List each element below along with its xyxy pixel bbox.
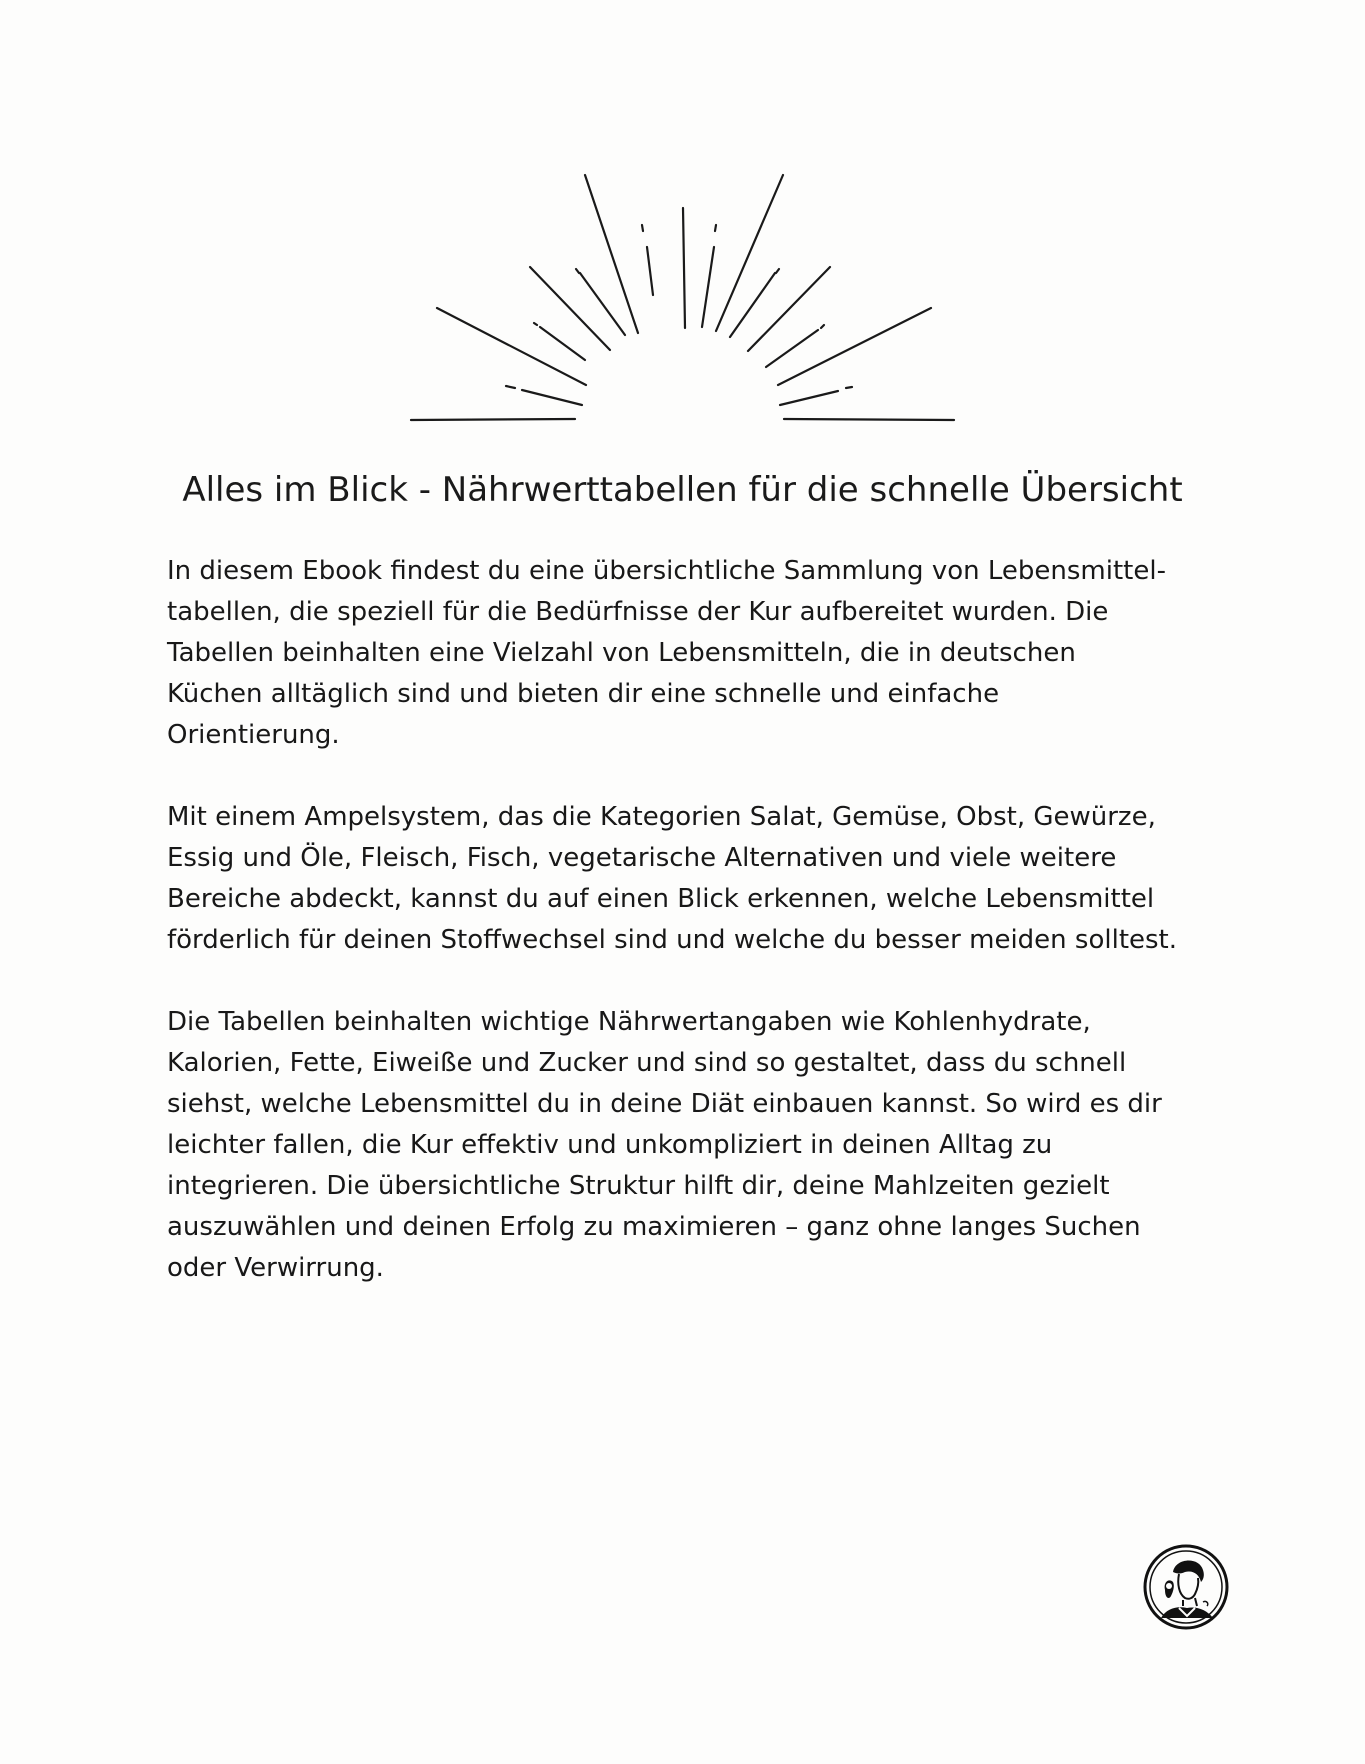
paragraph-naehrwerte: Die Tabellen beinhalten wichtige Nährwertangaben wie Kohlenhydrate, Kalorien, Fette, Eiweiße und Zucker und sind so gestaltet, dass du schnell siehst, welche Lebensmittel du in deine Diät einbauen kannst. So wird es dir leichter fallen, die Kur effektiv und unkompliziert in deinen Alltag zu integrieren. Die übersichtliche Struktur hilft dir, deine Mahlzeiten gezielt auszuwählen und deinen Erfolg zu maximieren – ganz ohne langes Suchen oder Verwirrung.	[167, 1007, 1162, 1283]
sunburst-icon	[400, 165, 970, 430]
paragraph-ampelsystem: Mit einem Ampelsystem, das die Kategorien Salat, Gemüse, Obst, Gewürze, Essig und Öle, Fleisch, Fisch, vegetarische Alternativen und viele weitere Bereiche abdeckt, kannst du auf einen Blick erkennen, welche Lebensmittel förderlich für deinen Stoffwechsel sind und welche du besser meiden solltest.	[167, 802, 1178, 955]
paragraph-intro: In diesem Ebook findest du eine übersichtliche Sammlung von Lebensmittel- tabellen, die speziell für die Bedürfnisse der Kur aufbereitet wurden. Die Tabellen beinhalten eine Vielzahl von Lebensmitteln, die in deutschen Küchen alltäglich sind und bieten dir eine schnelle und einfache Orientierung.	[167, 556, 1166, 750]
body-text	[167, 551, 1227, 1330]
page-title: Alles im Blick - Nährwerttabellen für die schnelle Übersicht	[182, 470, 1183, 510]
logo-icon	[1143, 1544, 1229, 1630]
